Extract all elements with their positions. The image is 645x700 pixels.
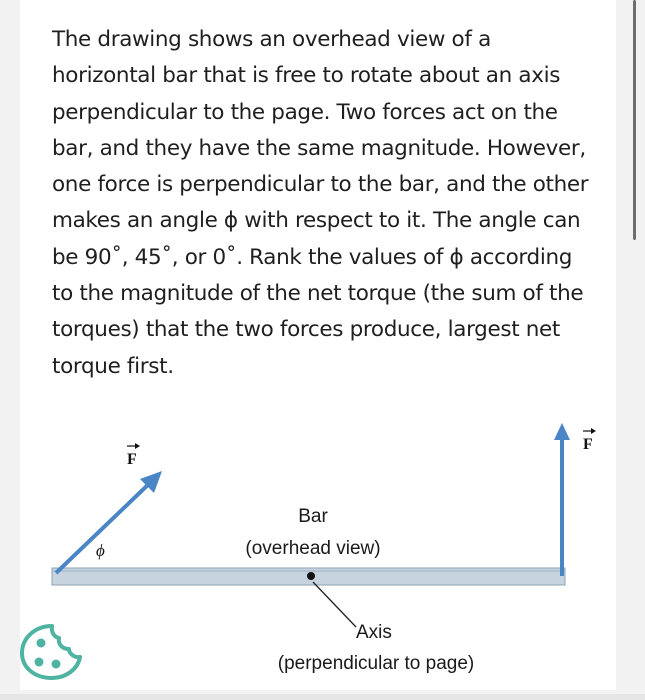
axis-label: Axis bbox=[356, 622, 392, 643]
bar-label: Bar bbox=[298, 506, 328, 527]
cookie-icon[interactable] bbox=[14, 620, 86, 682]
right-force-label: F bbox=[583, 436, 593, 453]
right-force-arrowhead bbox=[554, 423, 570, 440]
bottom-border bbox=[0, 694, 645, 700]
left-force-label: F bbox=[127, 451, 137, 468]
torque-diagram bbox=[0, 400, 645, 700]
axis-sublabel: (perpendicular to page) bbox=[277, 653, 475, 674]
axis-leader-line bbox=[313, 582, 356, 627]
bar-sublabel: (overhead view) bbox=[245, 538, 381, 559]
scrollbar[interactable] bbox=[633, 0, 636, 240]
axis-dot bbox=[307, 572, 315, 580]
angle-label: ϕ bbox=[96, 541, 105, 560]
question-text: The drawing shows an overhead view of a horizontal bar that is free to rotate about an axis perpendicular to the page. Two forces act on the bar, and they have the same magnitude. However, one force is perpendicular to the bar, and the other makes an angle ϕ with respect to it. The angle can be 90˚, 45˚, or 0˚. Rank the values of ϕ according to the magnitude of the net torque (the sum of the torques) that the two forces produce, largest net torque first. bbox=[52, 27, 589, 379]
left-force-vector-mark-head bbox=[135, 443, 140, 449]
right-force-vector-mark-head bbox=[591, 428, 596, 434]
